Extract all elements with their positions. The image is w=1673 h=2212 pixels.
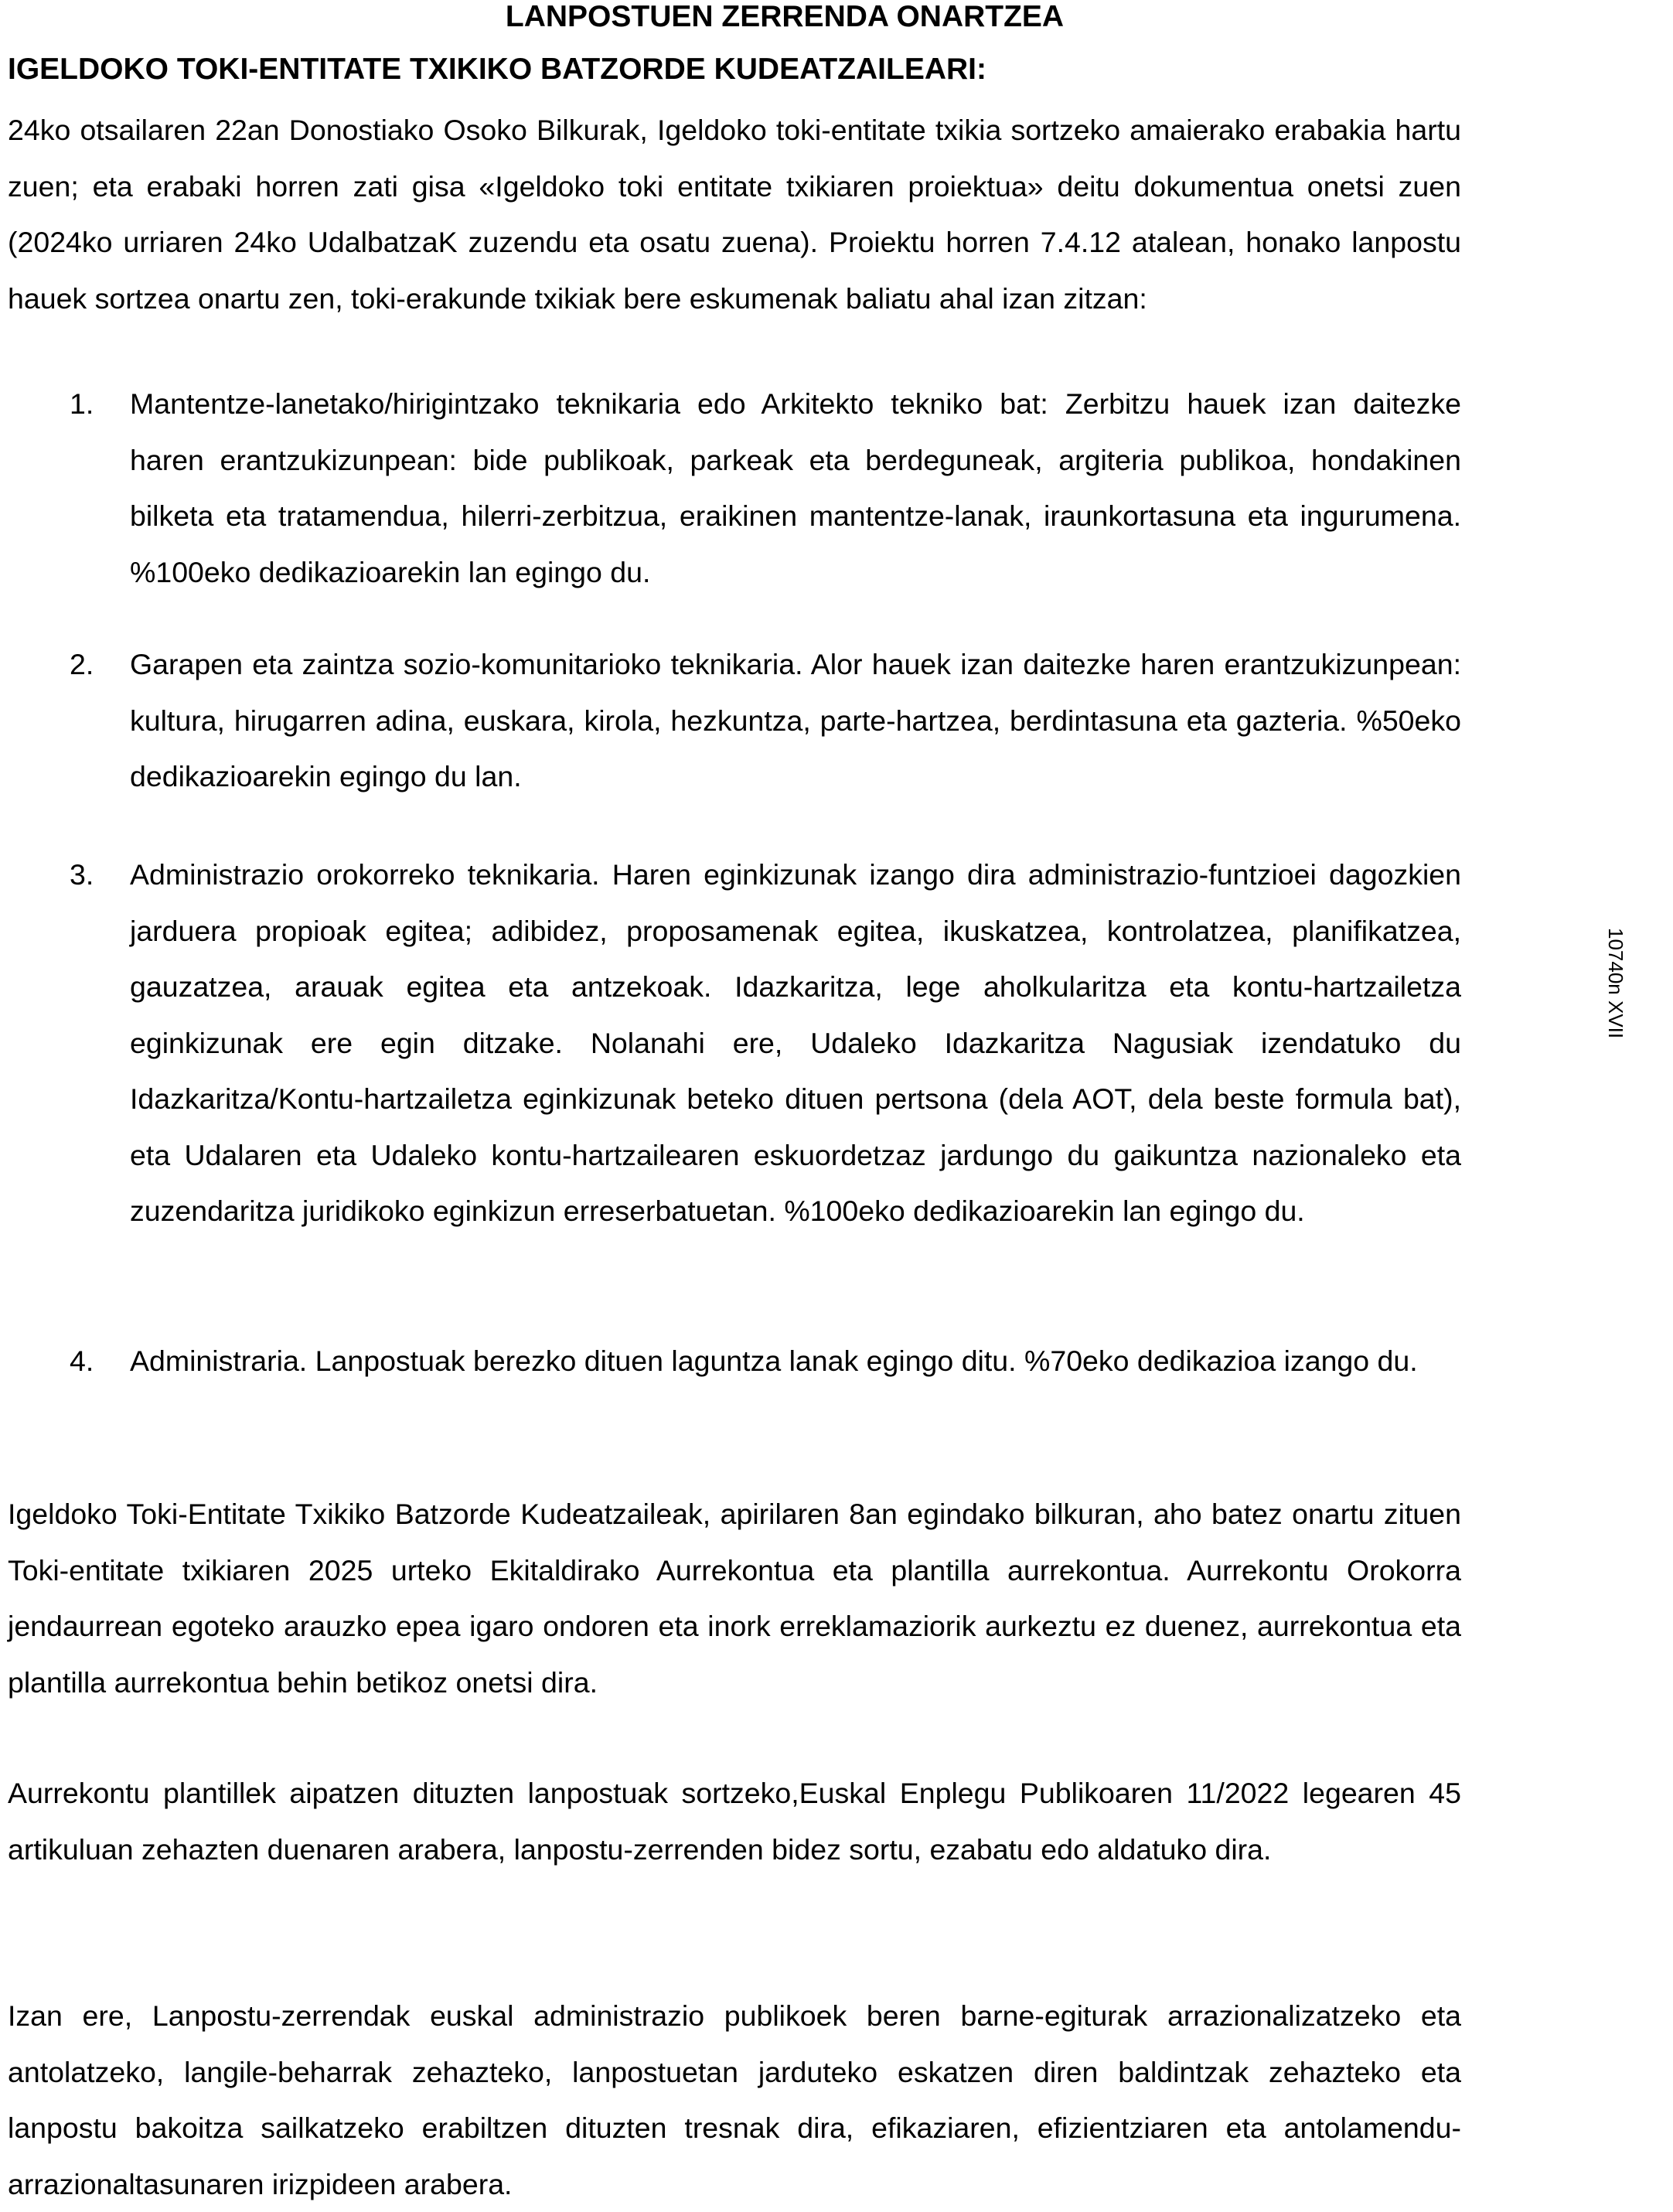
intro-paragraph: 24ko otsailaren 22an Donostiako Osoko Bilkurak, Igeldoko toki-entitate txikia sortzeko amaierako erabakia hartu zuen; eta erabaki horren zati gisa «Igeldoko toki entitate txikiaren proiektua» deitu dokumentua onetsi zuen (2024ko urriaren 24ko UdalbatzaK zuzendu eta osatu zuena). Proiektu horren 7.4.12 atalean, honako lanpostu hauek sortzea onartu zen, toki-erakunde txikiak bere eskumenak baliatu ahal izan zitzan: (8, 114, 1461, 315)
budget-paragraph: Igeldoko Toki-Entitate Txikiko Batzorde Kudeatzaileak, apirilaren 8an egindako bilkuran, aho batez onartu zituen Toki-entitate txikiaren 2025 urteko Ekitaldirako Aurrekontua eta plantilla aurrekontua. Aurrekontu Orokorra jendaurrean egoteko arauzko epea igaro ondoren eta inork erreklamaziorik aurkeztu ez duenez, aurrekontua eta plantilla aurrekontua behin betikoz onetsi dira. (8, 1498, 1461, 1699)
side-reference-code: 10740n XVII (1604, 928, 1627, 1039)
position-text: Administraria. Lanpostuak berezko dituen laguntza lanak egingo ditu. %70eko dedikazioa izango du. (130, 1345, 1418, 1377)
position-number: 3. (70, 858, 94, 891)
document-title: LANPOSTUEN ZERRENDA ONARTZEA (505, 0, 1065, 33)
position-text: Mantentze-lanetako/hirigintzako teknikaria edo Arkitekto tekniko bat: Zerbitzu hauek izan daitezke haren erantzukizunpean: bide publikoak, parkeak eta berdeguneak, argiteria publikoa, hondakinen bilketa eta tratamendua, hilerri-zerbitzua, eraikinen mantentze-lanak, iraunkortasuna eta ingurumena. %100eko dedikazioarekin lan egingo du. (130, 387, 1461, 588)
position-number: 4. (70, 1345, 94, 1377)
position-item-3 (70, 847, 1461, 1239)
rpt-paragraph: Izan ere, Lanpostu-zerrendak euskal administrazio publikoek beren barne-egiturak arrazionalizatzeko eta antolatzeko, langile-beharrak zehazteko, lanpostuetan jarduteko eskatzen diren baldintzak zehazteko eta lanpostu bakoitza sailkatzeko erabiltzen dituzten tresnak dira, efikaziaren, efizientziaren eta antolamendu-arrazionaltasunaren irizpideen arabera. (8, 1999, 1461, 2200)
position-number: 1. (70, 387, 94, 420)
position-number: 2. (70, 648, 94, 680)
position-text: Garapen eta zaintza sozio-komunitarioko teknikaria. Alor hauek izan daitezke haren erantzukizunpean: kultura, hirugarren adina, euskara, kirola, hezkuntza, parte-hartzea, berdintasuna eta gazteria. %50eko dedikazioarekin egingo du lan. (130, 648, 1461, 792)
position-item-2 (70, 636, 1461, 805)
position-text: Administrazio orokorreko teknikaria. Haren eginkizunak izango dira administrazio-funtzioei dagozkien jarduera propioak egitea; adibidez, proposamenak egitea, ikuskatzea, kontrolatzea, planifikatzea, gauzatzea, arauak egitea eta antzekoak. Idazkaritza, lege aholkularitza eta kontu-hartzailetza eginkizunak ere egin ditzake. Nolanahi ere, Udaleko Idazkaritza Nagusiak izendatuko du Idazkaritza/Kontu-hartzailetza eginkizunak beteko dituen pertsona (dela AOT, dela beste formula bat), eta Udalaren eta Udaleko kontu-hartzailearen eskuordetzaz jardungo du gaikuntza nazionaleko eta zuzendaritza juridikoko eginkizun erreserbatuetan. %100eko dedikazioarekin lan egingo du. (130, 858, 1461, 1227)
law-paragraph: Aurrekontu plantillek aipatzen dituzten lanpostuak sortzeko,Euskal Enplegu Publikoaren 11/2022 legearen 45 artikuluan zehazten duenaren arabera, lanpostu-zerrenden bidez sortu, ezabatu edo aldatuko dira. (8, 1777, 1461, 1866)
position-item-1 (70, 376, 1461, 600)
position-item-4 (70, 1333, 1461, 1389)
addressee-heading: IGELDOKO TOKI-ENTITATE TXIKIKO BATZORDE KUDEATZAILEARI: (8, 53, 986, 86)
